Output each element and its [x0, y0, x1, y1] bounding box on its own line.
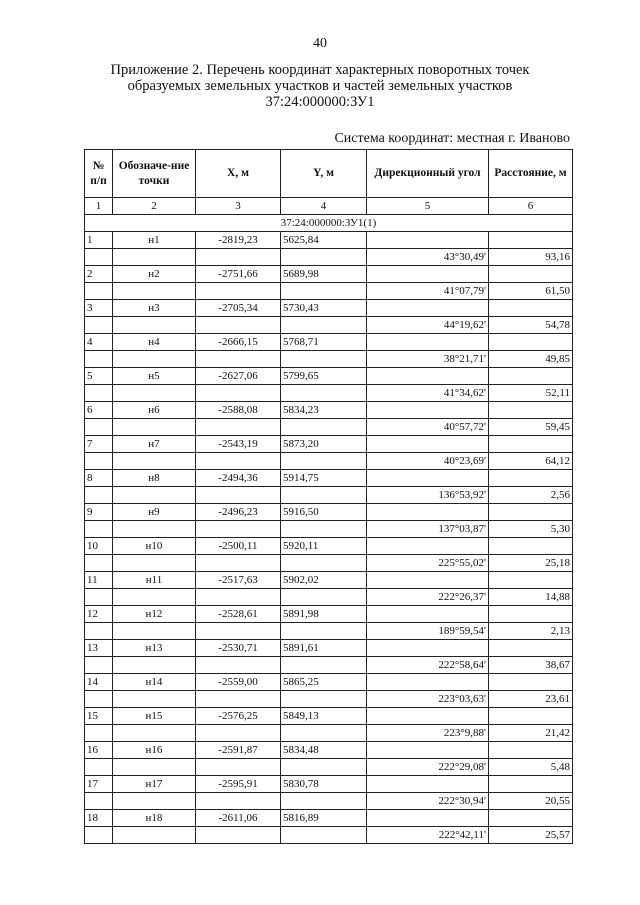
- empty-cell: [281, 249, 367, 266]
- y-coordinate: 5916,50: [281, 504, 367, 521]
- y-coordinate: 5816,89: [281, 810, 367, 827]
- distance-cell-empty: [489, 674, 573, 691]
- table-row: [85, 538, 573, 555]
- distance-cell-empty: [489, 470, 573, 487]
- empty-cell: [196, 827, 281, 844]
- table-row: [85, 776, 573, 793]
- distance-cell-empty: [489, 810, 573, 827]
- distance-cell-empty: [489, 232, 573, 249]
- y-coordinate: 5891,98: [281, 606, 367, 623]
- segment-distance: 59,45: [489, 419, 573, 436]
- y-coordinate: 5849,13: [281, 708, 367, 725]
- table-row: [85, 266, 573, 283]
- header-num: № п/п: [85, 150, 113, 198]
- empty-cell: [113, 623, 196, 640]
- distance-cell-empty: [489, 776, 573, 793]
- empty-cell: [85, 555, 113, 572]
- point-name: н9: [113, 504, 196, 521]
- x-coordinate: -2576,25: [196, 708, 281, 725]
- column-index: 2: [113, 198, 196, 215]
- y-coordinate: 5891,61: [281, 640, 367, 657]
- empty-cell: [113, 249, 196, 266]
- empty-cell: [113, 283, 196, 300]
- direction-angle: 43°30,49': [367, 249, 489, 266]
- angle-cell-empty: [367, 402, 489, 419]
- empty-cell: [113, 385, 196, 402]
- header-angle: Дирекционный угол: [367, 150, 489, 198]
- x-coordinate: -2496,23: [196, 504, 281, 521]
- point-number: 6: [85, 402, 113, 419]
- empty-cell: [113, 793, 196, 810]
- empty-cell: [196, 249, 281, 266]
- direction-angle: 137°03,87': [367, 521, 489, 538]
- empty-cell: [85, 759, 113, 776]
- angle-cell-empty: [367, 266, 489, 283]
- empty-cell: [281, 759, 367, 776]
- segment-distance: 49,85: [489, 351, 573, 368]
- empty-cell: [85, 283, 113, 300]
- point-name: н2: [113, 266, 196, 283]
- x-coordinate: -2494,36: [196, 470, 281, 487]
- y-coordinate: 5914,75: [281, 470, 367, 487]
- x-coordinate: -2530,71: [196, 640, 281, 657]
- point-number: 5: [85, 368, 113, 385]
- title-line-1: Приложение 2. Перечень координат характерных поворотных точек: [110, 62, 530, 78]
- title-line-2: образуемых земельных участков и частей земельных участков: [127, 78, 513, 94]
- x-coordinate: -2705,34: [196, 300, 281, 317]
- empty-cell: [85, 419, 113, 436]
- angle-cell-empty: [367, 640, 489, 657]
- point-name: н7: [113, 436, 196, 453]
- empty-cell: [281, 351, 367, 368]
- segment-row: [85, 793, 573, 810]
- segment-row: [85, 657, 573, 674]
- point-name: н3: [113, 300, 196, 317]
- x-coordinate: -2751,66: [196, 266, 281, 283]
- empty-cell: [196, 725, 281, 742]
- empty-cell: [196, 419, 281, 436]
- empty-cell: [85, 623, 113, 640]
- distance-cell-empty: [489, 606, 573, 623]
- table-row: [85, 504, 573, 521]
- point-name: н12: [113, 606, 196, 623]
- point-number: 7: [85, 436, 113, 453]
- y-coordinate: 5625,84: [281, 232, 367, 249]
- empty-cell: [113, 351, 196, 368]
- y-coordinate: 5689,98: [281, 266, 367, 283]
- empty-cell: [85, 827, 113, 844]
- empty-cell: [85, 793, 113, 810]
- segment-distance: 5,48: [489, 759, 573, 776]
- segment-distance: 14,88: [489, 589, 573, 606]
- segment-row: [85, 317, 573, 334]
- title-line-3: 37:24:000000:ЗУ1: [265, 94, 375, 110]
- x-coordinate: -2666,15: [196, 334, 281, 351]
- x-coordinate: -2595,91: [196, 776, 281, 793]
- empty-cell: [196, 555, 281, 572]
- point-name: н5: [113, 368, 196, 385]
- segment-row: [85, 759, 573, 776]
- x-coordinate: -2627,06: [196, 368, 281, 385]
- page-number: 40: [313, 36, 327, 51]
- segment-row: [85, 419, 573, 436]
- table-row: [85, 334, 573, 351]
- empty-cell: [196, 623, 281, 640]
- angle-cell-empty: [367, 334, 489, 351]
- table-row: [85, 810, 573, 827]
- point-number: 10: [85, 538, 113, 555]
- distance-cell-empty: [489, 538, 573, 555]
- direction-angle: 225°55,02': [367, 555, 489, 572]
- y-coordinate: 5834,48: [281, 742, 367, 759]
- segment-distance: 2,56: [489, 487, 573, 504]
- direction-angle: 222°26,37': [367, 589, 489, 606]
- direction-angle: 189°59,54': [367, 623, 489, 640]
- segment-row: [85, 589, 573, 606]
- angle-cell-empty: [367, 742, 489, 759]
- empty-cell: [281, 419, 367, 436]
- distance-cell-empty: [489, 368, 573, 385]
- empty-cell: [113, 453, 196, 470]
- empty-cell: [281, 793, 367, 810]
- angle-cell-empty: [367, 674, 489, 691]
- distance-cell-empty: [489, 266, 573, 283]
- point-number: 16: [85, 742, 113, 759]
- angle-cell-empty: [367, 504, 489, 521]
- angle-cell-empty: [367, 232, 489, 249]
- direction-angle: 222°29,08': [367, 759, 489, 776]
- distance-cell-empty: [489, 504, 573, 521]
- table-row: [85, 742, 573, 759]
- empty-cell: [196, 657, 281, 674]
- empty-cell: [196, 317, 281, 334]
- segment-distance: 23,61: [489, 691, 573, 708]
- empty-cell: [113, 691, 196, 708]
- x-coordinate: -2517,63: [196, 572, 281, 589]
- empty-cell: [281, 521, 367, 538]
- x-coordinate: -2559,00: [196, 674, 281, 691]
- y-coordinate: 5902,02: [281, 572, 367, 589]
- empty-cell: [281, 453, 367, 470]
- segment-distance: 52,11: [489, 385, 573, 402]
- point-name: н17: [113, 776, 196, 793]
- segment-distance: 2,13: [489, 623, 573, 640]
- distance-cell-empty: [489, 334, 573, 351]
- distance-cell-empty: [489, 572, 573, 589]
- angle-cell-empty: [367, 810, 489, 827]
- point-number: 1: [85, 232, 113, 249]
- distance-cell-empty: [489, 436, 573, 453]
- point-number: 15: [85, 708, 113, 725]
- empty-cell: [281, 385, 367, 402]
- segment-distance: 20,55: [489, 793, 573, 810]
- empty-cell: [113, 589, 196, 606]
- header-y: Y, м: [281, 150, 367, 198]
- empty-cell: [85, 691, 113, 708]
- point-name: н13: [113, 640, 196, 657]
- distance-cell-empty: [489, 708, 573, 725]
- angle-cell-empty: [367, 776, 489, 793]
- distance-cell-empty: [489, 402, 573, 419]
- direction-angle: 223°03,63': [367, 691, 489, 708]
- table-row: [85, 606, 573, 623]
- segment-row: [85, 249, 573, 266]
- empty-cell: [196, 385, 281, 402]
- empty-cell: [196, 759, 281, 776]
- point-name: н15: [113, 708, 196, 725]
- empty-cell: [113, 521, 196, 538]
- distance-cell-empty: [489, 742, 573, 759]
- distance-cell-empty: [489, 640, 573, 657]
- direction-angle: 40°23,69': [367, 453, 489, 470]
- point-number: 11: [85, 572, 113, 589]
- direction-angle: 223°9,88': [367, 725, 489, 742]
- empty-cell: [281, 725, 367, 742]
- empty-cell: [113, 759, 196, 776]
- column-index: 3: [196, 198, 281, 215]
- segment-row: [85, 453, 573, 470]
- segment-distance: 5,30: [489, 521, 573, 538]
- column-index: 6: [489, 198, 573, 215]
- direction-angle: 222°42,11': [367, 827, 489, 844]
- x-coordinate: -2500,11: [196, 538, 281, 555]
- empty-cell: [281, 827, 367, 844]
- point-number: 17: [85, 776, 113, 793]
- segment-distance: 25,18: [489, 555, 573, 572]
- segment-row: [85, 351, 573, 368]
- empty-cell: [113, 487, 196, 504]
- empty-cell: [85, 657, 113, 674]
- point-number: 3: [85, 300, 113, 317]
- table-row: [85, 436, 573, 453]
- empty-cell: [113, 317, 196, 334]
- segment-distance: 93,16: [489, 249, 573, 266]
- y-coordinate: 5799,65: [281, 368, 367, 385]
- empty-cell: [196, 521, 281, 538]
- angle-cell-empty: [367, 572, 489, 589]
- empty-cell: [113, 419, 196, 436]
- direction-angle: 44°19,62': [367, 317, 489, 334]
- point-number: 4: [85, 334, 113, 351]
- segment-row: [85, 827, 573, 844]
- direction-angle: 136°53,92': [367, 487, 489, 504]
- point-number: 8: [85, 470, 113, 487]
- x-coordinate: -2588,08: [196, 402, 281, 419]
- point-name: н1: [113, 232, 196, 249]
- empty-cell: [85, 725, 113, 742]
- segment-distance: 61,50: [489, 283, 573, 300]
- point-name: н8: [113, 470, 196, 487]
- empty-cell: [196, 453, 281, 470]
- segment-row: [85, 521, 573, 538]
- segment-row: [85, 725, 573, 742]
- empty-cell: [85, 487, 113, 504]
- coordinate-system-label: Система координат: местная г. Иваново: [334, 131, 570, 146]
- x-coordinate: -2591,87: [196, 742, 281, 759]
- point-name: н14: [113, 674, 196, 691]
- header-x: X, м: [196, 150, 281, 198]
- empty-cell: [281, 589, 367, 606]
- direction-angle: 222°58,64': [367, 657, 489, 674]
- direction-angle: 41°07,79': [367, 283, 489, 300]
- section-row: [85, 215, 573, 232]
- table-row: [85, 300, 573, 317]
- x-coordinate: -2543,19: [196, 436, 281, 453]
- y-coordinate: 5920,11: [281, 538, 367, 555]
- table-row: [85, 572, 573, 589]
- segment-row: [85, 487, 573, 504]
- point-number: 9: [85, 504, 113, 521]
- coordinates-table: [84, 149, 573, 844]
- y-coordinate: 5865,25: [281, 674, 367, 691]
- point-name: н6: [113, 402, 196, 419]
- empty-cell: [113, 725, 196, 742]
- angle-cell-empty: [367, 538, 489, 555]
- direction-angle: 41°34,62': [367, 385, 489, 402]
- segment-distance: 25,57: [489, 827, 573, 844]
- x-coordinate: -2528,61: [196, 606, 281, 623]
- table-row: [85, 470, 573, 487]
- empty-cell: [281, 283, 367, 300]
- point-name: н10: [113, 538, 196, 555]
- empty-cell: [196, 487, 281, 504]
- angle-cell-empty: [367, 300, 489, 317]
- angle-cell-empty: [367, 606, 489, 623]
- empty-cell: [85, 453, 113, 470]
- segment-distance: 21,42: [489, 725, 573, 742]
- table-header-row: [85, 150, 573, 198]
- empty-cell: [196, 589, 281, 606]
- direction-angle: 38°21,71': [367, 351, 489, 368]
- angle-cell-empty: [367, 368, 489, 385]
- empty-cell: [85, 351, 113, 368]
- empty-cell: [113, 657, 196, 674]
- point-number: 2: [85, 266, 113, 283]
- section-label: 37:24:000000:ЗУ1(1): [85, 215, 573, 232]
- empty-cell: [196, 283, 281, 300]
- point-name: н18: [113, 810, 196, 827]
- segment-distance: 38,67: [489, 657, 573, 674]
- empty-cell: [196, 691, 281, 708]
- empty-cell: [196, 793, 281, 810]
- y-coordinate: 5834,23: [281, 402, 367, 419]
- table-row: [85, 640, 573, 657]
- table-row: [85, 708, 573, 725]
- direction-angle: 40°57,72': [367, 419, 489, 436]
- angle-cell-empty: [367, 708, 489, 725]
- empty-cell: [85, 385, 113, 402]
- segment-row: [85, 385, 573, 402]
- column-index-row: [85, 198, 573, 215]
- point-number: 12: [85, 606, 113, 623]
- x-coordinate: -2611,06: [196, 810, 281, 827]
- empty-cell: [281, 317, 367, 334]
- point-number: 14: [85, 674, 113, 691]
- segment-row: [85, 623, 573, 640]
- y-coordinate: 5730,43: [281, 300, 367, 317]
- header-distance: Расстояние, м: [489, 150, 573, 198]
- empty-cell: [85, 249, 113, 266]
- empty-cell: [113, 827, 196, 844]
- column-index: 4: [281, 198, 367, 215]
- angle-cell-empty: [367, 436, 489, 453]
- point-number: 13: [85, 640, 113, 657]
- point-name: н16: [113, 742, 196, 759]
- segment-distance: 54,78: [489, 317, 573, 334]
- angle-cell-empty: [367, 470, 489, 487]
- segment-distance: 64,12: [489, 453, 573, 470]
- segment-row: [85, 691, 573, 708]
- empty-cell: [85, 317, 113, 334]
- empty-cell: [113, 555, 196, 572]
- table-row: [85, 402, 573, 419]
- column-index: 5: [367, 198, 489, 215]
- distance-cell-empty: [489, 300, 573, 317]
- empty-cell: [85, 589, 113, 606]
- empty-cell: [281, 691, 367, 708]
- empty-cell: [281, 623, 367, 640]
- empty-cell: [196, 351, 281, 368]
- table-row: [85, 232, 573, 249]
- document-title: [60, 62, 580, 110]
- y-coordinate: 5830,78: [281, 776, 367, 793]
- table-row: [85, 368, 573, 385]
- table-row: [85, 674, 573, 691]
- direction-angle: 222°30,94': [367, 793, 489, 810]
- point-name: н4: [113, 334, 196, 351]
- y-coordinate: 5768,71: [281, 334, 367, 351]
- empty-cell: [281, 487, 367, 504]
- column-index: 1: [85, 198, 113, 215]
- empty-cell: [281, 555, 367, 572]
- segment-row: [85, 283, 573, 300]
- point-name: н11: [113, 572, 196, 589]
- header-point: Обозначе-ние точки: [113, 150, 196, 198]
- point-number: 18: [85, 810, 113, 827]
- segment-row: [85, 555, 573, 572]
- x-coordinate: -2819,23: [196, 232, 281, 249]
- empty-cell: [85, 521, 113, 538]
- empty-cell: [281, 657, 367, 674]
- y-coordinate: 5873,20: [281, 436, 367, 453]
